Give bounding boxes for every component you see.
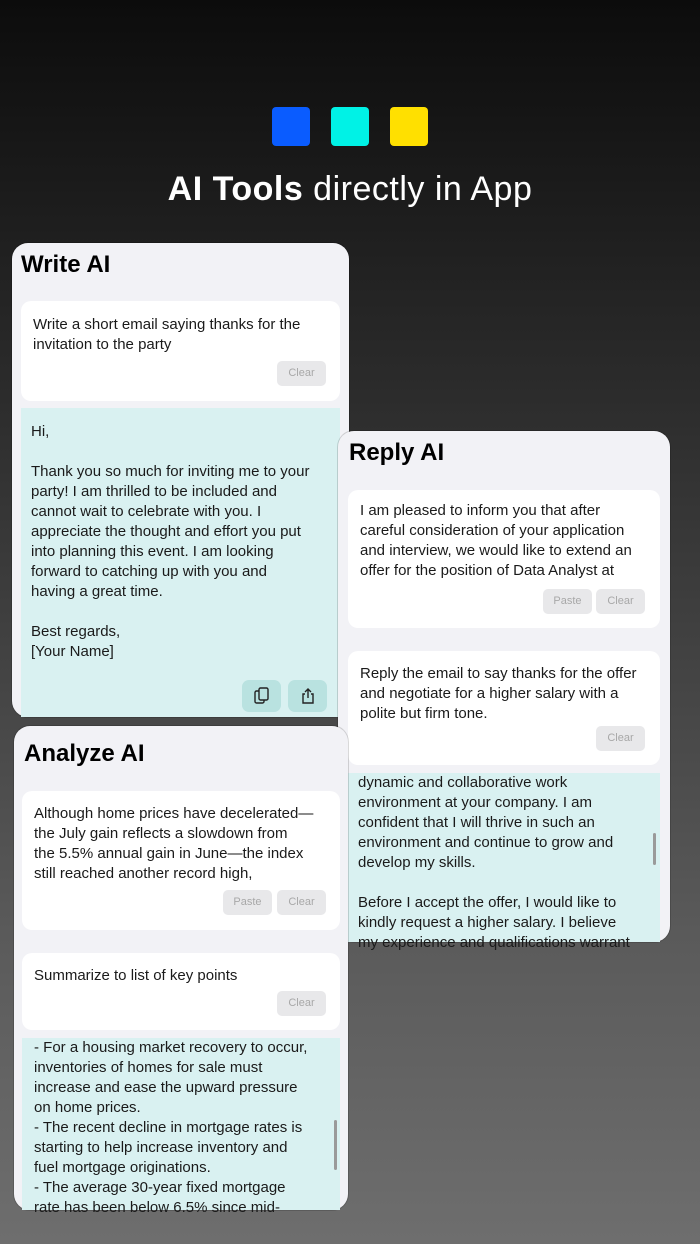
clear-button[interactable]: Clear: [596, 589, 645, 614]
clear-button[interactable]: Clear: [277, 890, 326, 915]
prompt-input[interactable]: [21, 301, 340, 401]
reply-ai-card: [338, 431, 670, 951]
headline: [0, 170, 700, 209]
output-text: Hi, Thank you so much for inviting me to your party! I am thrilled to be included and cannot wait to celebrate with you. I appreciate the thought and effort you put into planning this event. I am looking forward to catching up with you and having a great time. Best regards, [Your Name]: [31, 423, 310, 660]
write-ai-card: [12, 243, 349, 717]
prompt-text: Write a short email saying thanks for the invitation to the party: [33, 316, 301, 353]
email-text: I am pleased to inform you that after careful consideration of your application and interview, we would like to extend an offer for the position of Data Analyst at: [360, 502, 632, 579]
clear-button[interactable]: Clear: [277, 361, 326, 386]
instruction-text: Summarize to list of key points: [34, 967, 238, 984]
blue-square: [272, 107, 310, 146]
yellow-square: [390, 107, 428, 146]
instruction-input[interactable]: [348, 651, 660, 765]
clear-button[interactable]: Clear: [277, 991, 326, 1016]
output-area[interactable]: [348, 773, 660, 951]
clear-button[interactable]: Clear: [596, 726, 645, 751]
copy-icon: [254, 687, 270, 705]
email-input[interactable]: [348, 490, 660, 628]
output-area[interactable]: [21, 408, 340, 717]
share-icon: [300, 687, 316, 705]
source-input[interactable]: [22, 791, 340, 930]
paste-button[interactable]: Paste: [223, 890, 272, 915]
analyze-ai-card: [14, 726, 348, 1216]
card-title: Write AI: [21, 251, 111, 278]
instruction-input[interactable]: [22, 953, 340, 1030]
source-text: Although home prices have decelerated— the July gain reflects a slowdown from the 5.5% annual gain in June—the index still reached another record high,: [34, 805, 314, 882]
copy-button[interactable]: [242, 680, 281, 712]
headline-bold: AI Tools: [167, 170, 304, 208]
share-button[interactable]: [288, 680, 327, 712]
output-area[interactable]: [22, 1038, 340, 1216]
cyan-square: [331, 107, 369, 146]
scrollbar[interactable]: [334, 1120, 337, 1170]
card-title: Analyze AI: [24, 740, 145, 767]
instruction-text: Reply the email to say thanks for the offer and negotiate for a higher salary with a polite but firm tone.: [360, 665, 637, 722]
headline-rest: directly in App: [303, 170, 533, 208]
card-title: Reply AI: [349, 439, 445, 466]
output-text: - For a housing market recovery to occur, inventories of homes for sale must increase and ease the upward pressure on home prices. - The recent decline in mortgage rates is starting to help increase inventory and fuel mortgage originations. - The average 30-year fixed mortgage rate has been below 6.5% since mid-: [34, 1039, 308, 1216]
output-text: dynamic and collaborative work environment at your company. I am confident that I will thrive in such an environment and continue to grow and develop my skills. Before I accept the offer, I would like to kindly request a higher salary. I believe my experience and qualifications warrant: [358, 774, 630, 951]
paste-button[interactable]: Paste: [543, 589, 592, 614]
scrollbar[interactable]: [653, 833, 656, 865]
